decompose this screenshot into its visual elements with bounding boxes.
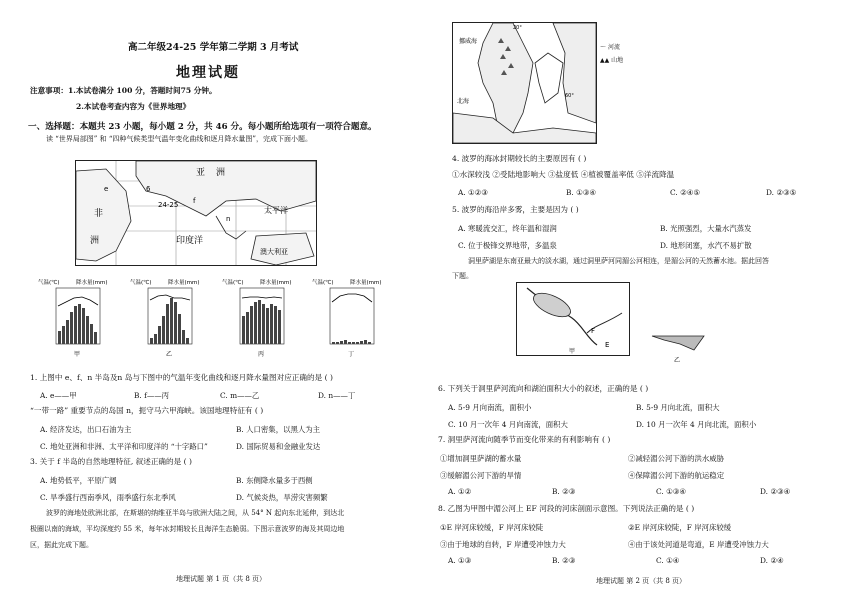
baltic-label-20: 20° — [513, 25, 522, 31]
map-label-6: 6 — [146, 185, 151, 193]
q7-option-d[interactable]: D. ②③④ — [760, 487, 791, 496]
tonle-sap-passage-1: 洞里萨湖是东南亚最大的淡水湖，通过洞里萨河同湄公河相连，是湄公河的天然蓄水池。据此回答 — [468, 257, 769, 265]
legend-mountain — [600, 55, 623, 64]
q4-option-d[interactable]: D. ②③⑤ — [766, 188, 797, 197]
q8-item-2: ②E 岸河床较陡，F 岸河床较缓 — [628, 523, 732, 532]
climate-chart-yi — [128, 276, 212, 362]
q7-option-c[interactable]: C. ①③④ — [656, 487, 686, 496]
q8-item-4: ④由于该处河道是弯道，E 岸遭受冲蚀力大 — [628, 540, 769, 549]
riverbed-profile-svg — [650, 330, 706, 366]
q8-option-b[interactable]: B. ②③ — [552, 556, 576, 565]
map-label-e: e — [104, 185, 109, 193]
climate-chart-bing-svg — [220, 276, 304, 358]
q5-option-a[interactable]: A. 寒暖流交汇，终年温和湿润 — [458, 224, 557, 233]
climate-chart-jia — [36, 276, 120, 362]
chart-caption-jia: 甲 — [74, 351, 81, 358]
map-label-f: f — [193, 197, 196, 205]
map-label-24-25: 24-25 — [158, 201, 179, 209]
q6-option-a[interactable]: A. 5-9 月向南流，面积小 — [448, 403, 532, 412]
q1-option-c[interactable]: C. m——乙 — [220, 391, 260, 400]
baltic-passage-line-2: 极圈以南的海域，平均深度约 55 米，每年冰封期较长且海洋生态脆弱。下图示意波罗的海及其周边地 — [30, 525, 345, 533]
q2-option-a[interactable]: A. 经济发达，出口石油为主 — [40, 425, 132, 434]
q7-option-a[interactable]: A. ①② — [448, 487, 472, 496]
q7-item-1: ①增加洞里萨湖的蓄水量 — [440, 454, 522, 463]
section-heading: 一、选择题：本题共 23 小题，每小题 2 分，共 46 分。每小题所给选项有一项符合题意。 — [28, 122, 377, 132]
q3-option-c[interactable]: C. 旱季盛行西南季风，雨季盛行东北季风 — [40, 493, 176, 502]
mekong-label-e: E — [605, 341, 610, 349]
q2-option-d[interactable]: D. 国际贸易和金融业发达 — [236, 442, 321, 451]
legend-river — [600, 42, 623, 51]
world-map-svg — [76, 161, 316, 265]
exam-header: 高二年级24-25 学年第二学期 3 月考试 — [128, 42, 299, 53]
map-label-asia-1: 亚 — [196, 168, 206, 178]
right-page-footer: 地理试题 第 2 页（共 8 页） — [596, 577, 687, 585]
question-7: 7. 洞里萨河流向随季节而变化带来的有利影响有 ( ) — [438, 435, 611, 444]
notice-line-2: 2.本试卷考查内容为《世界地理》 — [76, 102, 191, 111]
baltic-sea-map — [452, 22, 597, 144]
question-4: 4. 波罗的海冰封期较长的主要原因有 ( ) — [452, 154, 587, 163]
q7-item-4: ④保障湄公河下游的航运稳定 — [628, 471, 725, 480]
river-icon: ～ — [600, 44, 607, 51]
mountain-icon: ▲▲ — [600, 57, 610, 64]
map-label-indian-ocean: 印度洋 — [176, 236, 204, 246]
mekong-label-f: F — [591, 327, 596, 335]
q2-option-c[interactable]: C. 地处亚洲和非洲、太平洋和印度洋的 “十字路口” — [40, 442, 208, 451]
question-8: 8. 乙图为甲图中湄公河上 EF 河段的河床剖面示意图。下列说法正确的是 ( ) — [438, 504, 695, 513]
q8-option-a[interactable]: A. ①③ — [448, 556, 472, 565]
chart-caption-yi: 乙 — [166, 351, 173, 358]
map-label-asia-2: 洲 — [216, 168, 226, 178]
map-label-africa-2: 洲 — [90, 236, 100, 246]
prec-axis-label: 降水量(mm) — [260, 280, 292, 286]
profile-caption-yi: 乙 — [674, 357, 681, 364]
temp-axis-label: 气温(℃) — [130, 280, 152, 286]
riverbed-profile-yi — [650, 330, 706, 370]
q6-option-b[interactable]: B. 5-9 月向北流，面积大 — [636, 403, 720, 412]
question-6: 6. 下列关于洞里萨河流向和湖泊面积大小的叙述，正确的是 ( ) — [438, 384, 649, 393]
baltic-label-norwegian-sea: 挪威海 — [459, 38, 478, 45]
q8-item-1: ①E 岸河床较缓，F 岸河床较陡 — [440, 523, 544, 532]
mekong-map-svg — [517, 283, 629, 355]
prec-axis-label: 降水量(mm) — [168, 280, 200, 286]
q4-items: ①水深较浅 ②受陆地影响大 ③盐度低 ④植被覆盖率低 ⑤洋流降温 — [452, 170, 675, 179]
world-part-map — [75, 160, 317, 266]
legend-mountain-label: 山地 — [611, 57, 624, 64]
mekong-caption-jia: 甲 — [569, 348, 576, 355]
tonle-sap-passage-2: 下题。 — [452, 272, 473, 280]
q7-item-3: ③缓解湄公河下游的旱情 — [440, 471, 522, 480]
q8-option-d[interactable]: D. ②④ — [760, 556, 784, 565]
q4-option-c[interactable]: C. ②④⑤ — [670, 188, 700, 197]
question-3: 3. 关于 f 半岛的自然地理特征, 叙述正确的是 ( ) — [30, 457, 192, 466]
question-1: 1. 上图中 e、f、n 半岛及n 岛与下图中的气温年变化曲线和逐月降水量图对应正确的是 ( ) — [30, 373, 333, 382]
baltic-legend — [600, 42, 623, 64]
q6-option-c[interactable]: C. 10 月一次年 4 月向南流，面积大 — [448, 420, 568, 429]
climate-chart-ding — [310, 276, 394, 362]
baltic-passage-line-1: 波罗的海地处欧洲北部，在斯堪的纳维亚半岛与欧洲大陆之间，从 54° N 起向东北延伸，到达北 — [46, 509, 345, 517]
map-label-pacific: 太平洋 — [264, 206, 288, 215]
q7-option-b[interactable]: B. ②③ — [552, 487, 576, 496]
climate-chart-bing — [220, 276, 304, 362]
q8-item-3: ③由于地球的自转，F 岸遭受冲蚀力大 — [440, 540, 566, 549]
intro-text: 读 “世界局部图” 和 “四种气候类型气温年变化曲线和逐月降水量图”，完成下面小题。 — [46, 135, 312, 143]
q6-option-d[interactable]: D. 10 月一次年 4 月向北流，面积小 — [636, 420, 757, 429]
temp-axis-label: 气温(℃) — [38, 280, 60, 286]
prec-axis-label: 降水量(mm) — [350, 280, 382, 286]
q7-item-2: ②减轻湄公河下游的洪水威胁 — [628, 454, 725, 463]
map-label-australia: 澳大利亚 — [260, 248, 288, 256]
q3-option-a[interactable]: A. 地势低平，平原广阔 — [40, 476, 117, 485]
q1-option-b[interactable]: B. f——丙 — [134, 391, 170, 400]
q8-option-c[interactable]: C. ①④ — [656, 556, 680, 565]
baltic-label-60: 60° — [565, 93, 574, 99]
climate-chart-yi-svg — [128, 276, 212, 358]
q5-option-d[interactable]: D. 地形闭塞，水汽不易扩散 — [660, 241, 752, 250]
q3-option-b[interactable]: B. 东侧降水量多于西侧 — [236, 476, 313, 485]
q1-option-a[interactable]: A. e——甲 — [40, 391, 77, 400]
legend-river-label: 河流 — [607, 44, 620, 51]
map-label-africa-1: 非 — [94, 209, 104, 219]
mekong-map-jia — [516, 282, 630, 356]
baltic-map-svg — [453, 23, 596, 143]
q3-option-d[interactable]: D. 气候炎热，旱涝灾害频繁 — [236, 493, 328, 502]
question-5: 5. 波罗的海沿岸多雾，主要是因为 ( ) — [452, 205, 579, 214]
q5-option-b[interactable]: B. 光照强烈，大量水汽蒸发 — [660, 224, 752, 233]
left-page-footer: 地理试题 第 1 页（共 8 页） — [176, 575, 267, 583]
subject-title: 地理试题 — [176, 65, 240, 81]
temp-axis-label: 气温(℃) — [312, 280, 334, 286]
q5-option-c[interactable]: C. 位于极锋交界地带，多温泉 — [458, 241, 557, 250]
chart-caption-ding: 丁 — [348, 351, 355, 358]
notice-line-1: 注意事项：1.本试卷满分 100 分，答题时间75 分钟。 — [30, 86, 217, 95]
chart-caption-bing: 丙 — [258, 351, 265, 358]
prec-axis-label: 降水量(mm) — [76, 280, 108, 286]
baltic-label-north-sea: 北海 — [457, 98, 470, 105]
q2-option-b[interactable]: B. 人口密集，以黑人为主 — [236, 425, 321, 434]
question-2: “一带一路” 重要节点的岛国 n，扼守马六甲海峡。该国地理特征有 ( ) — [30, 406, 264, 415]
climate-chart-jia-svg — [36, 276, 120, 358]
q1-option-d[interactable]: D. n——丁 — [318, 391, 356, 400]
q4-option-a[interactable]: A. ①②③ — [458, 188, 488, 197]
climate-chart-ding-svg — [310, 276, 394, 358]
map-label-n: n — [226, 215, 231, 223]
q4-option-b[interactable]: B. ①③④ — [566, 188, 597, 197]
baltic-passage-line-3: 区，据此完成下题。 — [30, 541, 93, 549]
temp-axis-label: 气温(℃) — [222, 280, 244, 286]
